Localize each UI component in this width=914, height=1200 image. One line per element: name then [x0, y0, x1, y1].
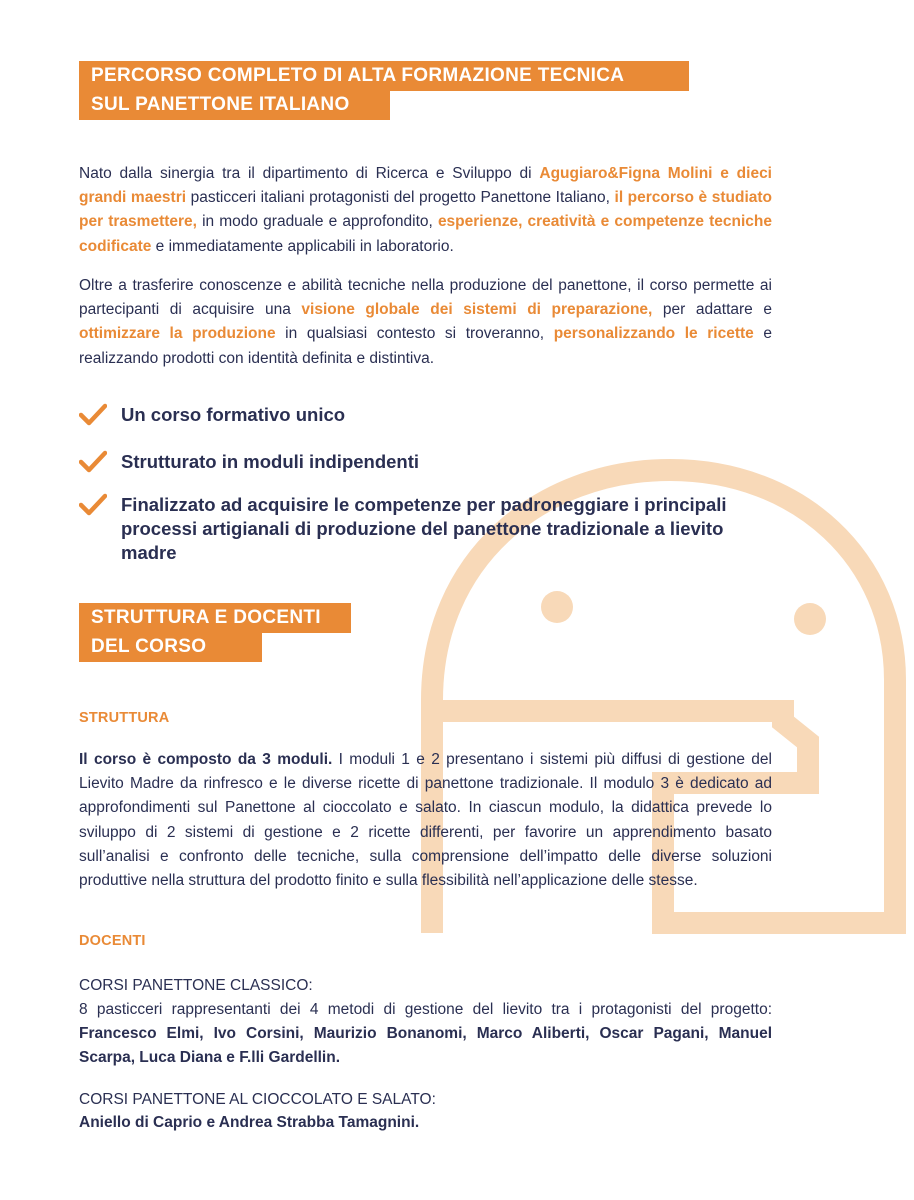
classico-paragraph [79, 998, 772, 1071]
checkmark-icon [79, 403, 107, 427]
struttura-paragraph [79, 748, 772, 893]
highlight-text: personalizzando le ricette [553, 325, 754, 343]
highlight-text: ottimizzare la produzione [79, 325, 276, 343]
section-title-banner-line2: SUL PANETTONE ITALIANO [79, 90, 390, 120]
classico-label: CORSI PANETTONE CLASSICO: [79, 977, 313, 994]
checklist-item-text: Strutturato in moduli indipendenti [121, 451, 420, 472]
body-text: I moduli 1 e 2 presentano i sistemi più diffusi di gestione del Lievito Madre da rinfresco e le diverse ricette di panettone tradizionale. Il modulo 3 è dedicato ad approfondimenti sul Panettone al cioccolato e salato. In ciascun modulo, la didattica prevede lo sviluppo di 2 sistemi di gestione e 2 ricette differenti, per favorire un apprendimento basato sull’analisi e confronto delle tecniche, sulla comprensione dell’impatto delle diverse soluzioni produttive nella struttura del prodotto finito e sulla flessibilità nell’applicazione delle stesse. [79, 751, 772, 890]
body-text: per adattare e [652, 301, 772, 319]
checklist-item-text: Un corso formativo unico [121, 404, 346, 425]
section-title-banner-line2: DEL CORSO [79, 632, 262, 662]
body-text: e realizzando prodotti con identità definita e distintiva. [79, 325, 773, 367]
body-text: in qualsiasi contesto si troveranno, [275, 325, 554, 343]
cioccolato-label: CORSI PANETTONE AL CIOCCOLATO E SALATO: [79, 1091, 436, 1108]
body-text: Oltre a trasferire conoscenze e abilità tecniche nella produzione del panettone, il corso permette ai partecipanti di acquisire una [79, 277, 772, 319]
subheading-struttura: STRUTTURA [79, 710, 170, 726]
body-text: 8 pasticceri rappresentanti dei 4 metodi di gestione del lievito tra i protagonisti del progetto: [79, 1001, 772, 1018]
highlight-text: il percorso è studiato per trasmettere, [79, 189, 772, 231]
intro-paragraph-2 [79, 274, 772, 371]
cioccolato-names: Aniello di Caprio e Andrea Strabba Tamagnini. [79, 1114, 420, 1131]
body-text: in modo graduale e approfondito, [196, 213, 438, 231]
body-text: e immediatamente applicabili in laboratorio. [151, 237, 454, 255]
bold-text: Francesco Elmi, Ivo Corsini, Maurizio Bonanomi, Marco Aliberti, Oscar Pagani, Manuel Scarpa, Luca Diana e F.lli Gardellin. [79, 1025, 772, 1067]
subheading-docenti: DOCENTI [79, 933, 146, 949]
body-text: pasticceri italiani protagonisti del progetto Panettone Italiano, [186, 189, 615, 207]
intro-paragraph-1 [79, 162, 772, 259]
body-text: Nato dalla sinergia tra il dipartimento di Ricerca e Sviluppo di [79, 165, 540, 182]
checklist-item-text: Finalizzato ad acquisire le competenze per padroneggiare i principali processi artigianali di produzione del panettone tradizionale a lievito madre [121, 494, 727, 563]
highlight-text: Agugiaro&Figna Molini e dieci grandi maestri [79, 165, 772, 207]
highlight-text: visione globale dei sistemi di preparazione, [301, 301, 653, 319]
checkmark-icon [79, 450, 107, 474]
section-title-banner-line1: PERCORSO COMPLETO DI ALTA FORMAZIONE TECNICA [79, 61, 689, 91]
highlight-text: esperienze, creatività e competenze tecniche codificate [79, 213, 772, 255]
checkmark-icon [79, 493, 107, 517]
section-title-banner-line1: STRUTTURA E DOCENTI [79, 603, 351, 633]
bold-text: Il corso è composto da 3 moduli. [79, 751, 333, 768]
